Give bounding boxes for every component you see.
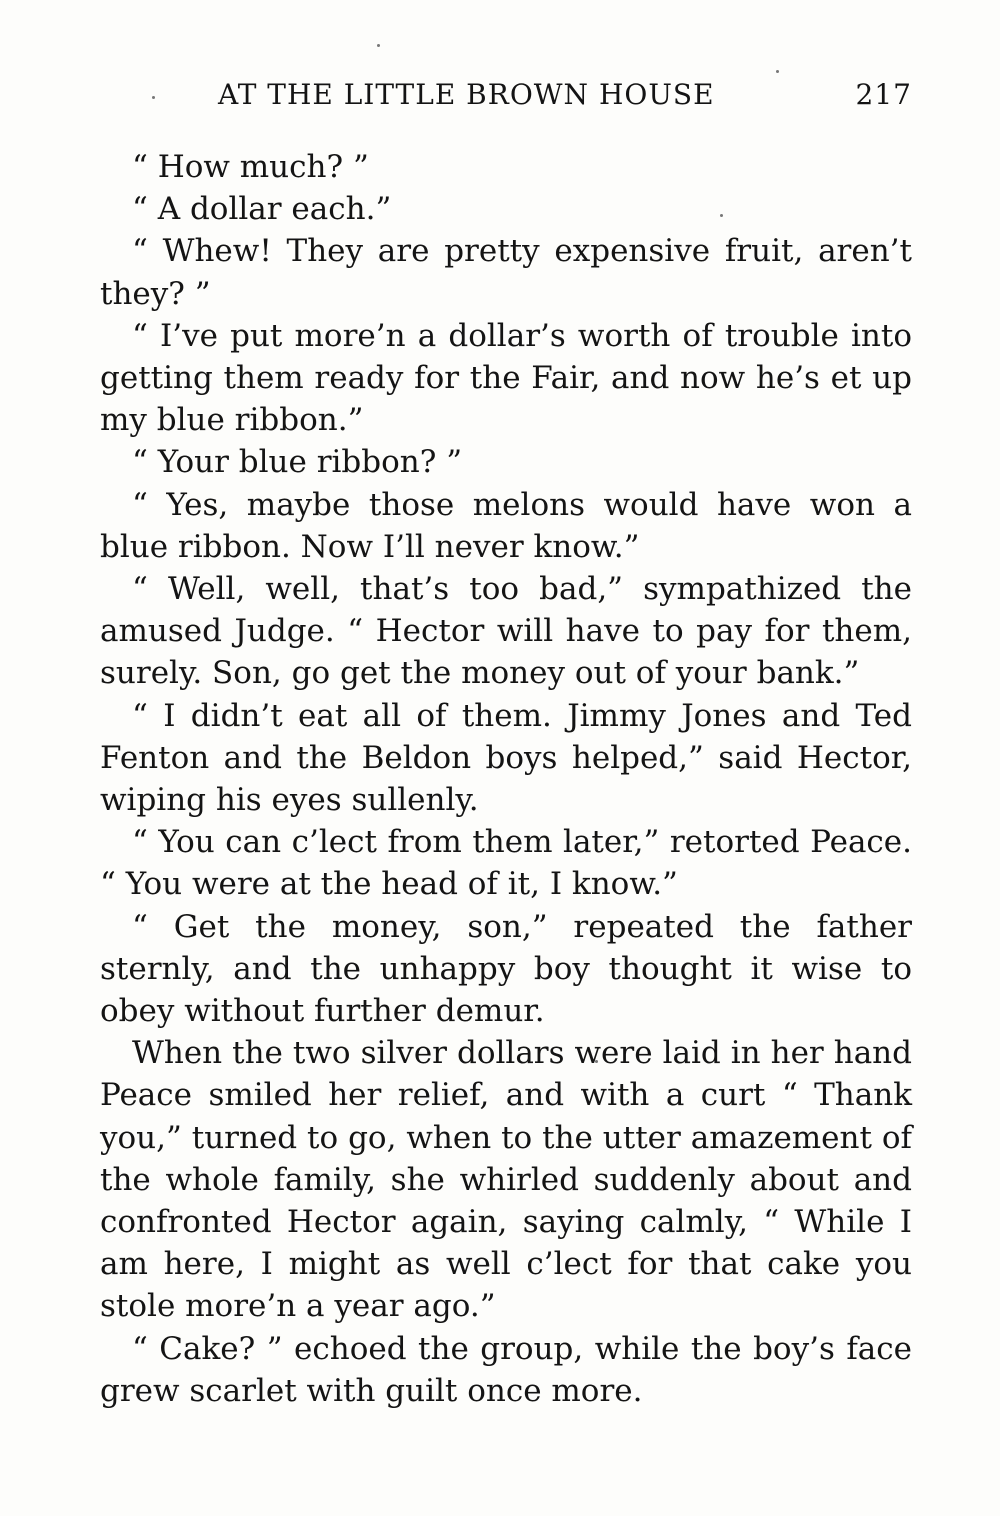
paragraph: “ You can c’lect from them later,” retorted Peace. “ You were at the head of it, I know.” <box>100 824 912 903</box>
body-text <box>100 146 912 1412</box>
paragraph: “ Your blue ribbon? ” <box>132 444 463 481</box>
paragraph: “ How much? ” <box>132 149 369 185</box>
paragraph: “ I’ve put more’n a dollar’s worth of trouble into getting them ready for the Fair, and now he’s et up my blue ribbon.” <box>100 317 912 439</box>
paragraph: “ Cake? ” echoed the group, while the boy’s face grew scarlet with guilt once more. <box>100 1330 912 1409</box>
paragraph: “ Yes, maybe those melons would have won a blue ribbon. Now I’ll never know.” <box>100 486 912 565</box>
print-speck <box>776 70 779 73</box>
paragraph: “ Get the money, son,” repeated the father sternly, and the unhappy boy thought it wise to obey without further demur. <box>100 908 912 1030</box>
paragraph: “ A dollar each.” <box>132 191 392 228</box>
paragraph: “ Well, well, that’s too bad,” sympathized the amused Judge. “ Hector will have to pay for them, surely. Son, go get the money out of your bank.” <box>100 571 912 692</box>
paragraph: When the two silver dollars were laid in her hand Peace smiled her relief, and with a curt “ Thank you,” turned to go, when to the utter amazement of the whole family, she whirled suddenly about and confronted Hector again, saying calmly, “ While I am here, I might as well c’lect for that cake you stole more’n a year ago.” <box>100 1035 912 1325</box>
paragraph: “ Whew! They are pretty expensive fruit, aren’t they? ” <box>100 233 912 312</box>
running-header <box>100 78 912 114</box>
running-title: AT THE LITTLE BROWN HOUSE <box>218 78 715 111</box>
print-speck <box>377 44 380 47</box>
page-number: 217 <box>855 78 912 111</box>
paragraph: “ I didn’t eat all of them. Jimmy Jones and Ted Fenton and the Beldon boys helped,” said Hector, wiping his eyes sullenly. <box>100 697 912 819</box>
